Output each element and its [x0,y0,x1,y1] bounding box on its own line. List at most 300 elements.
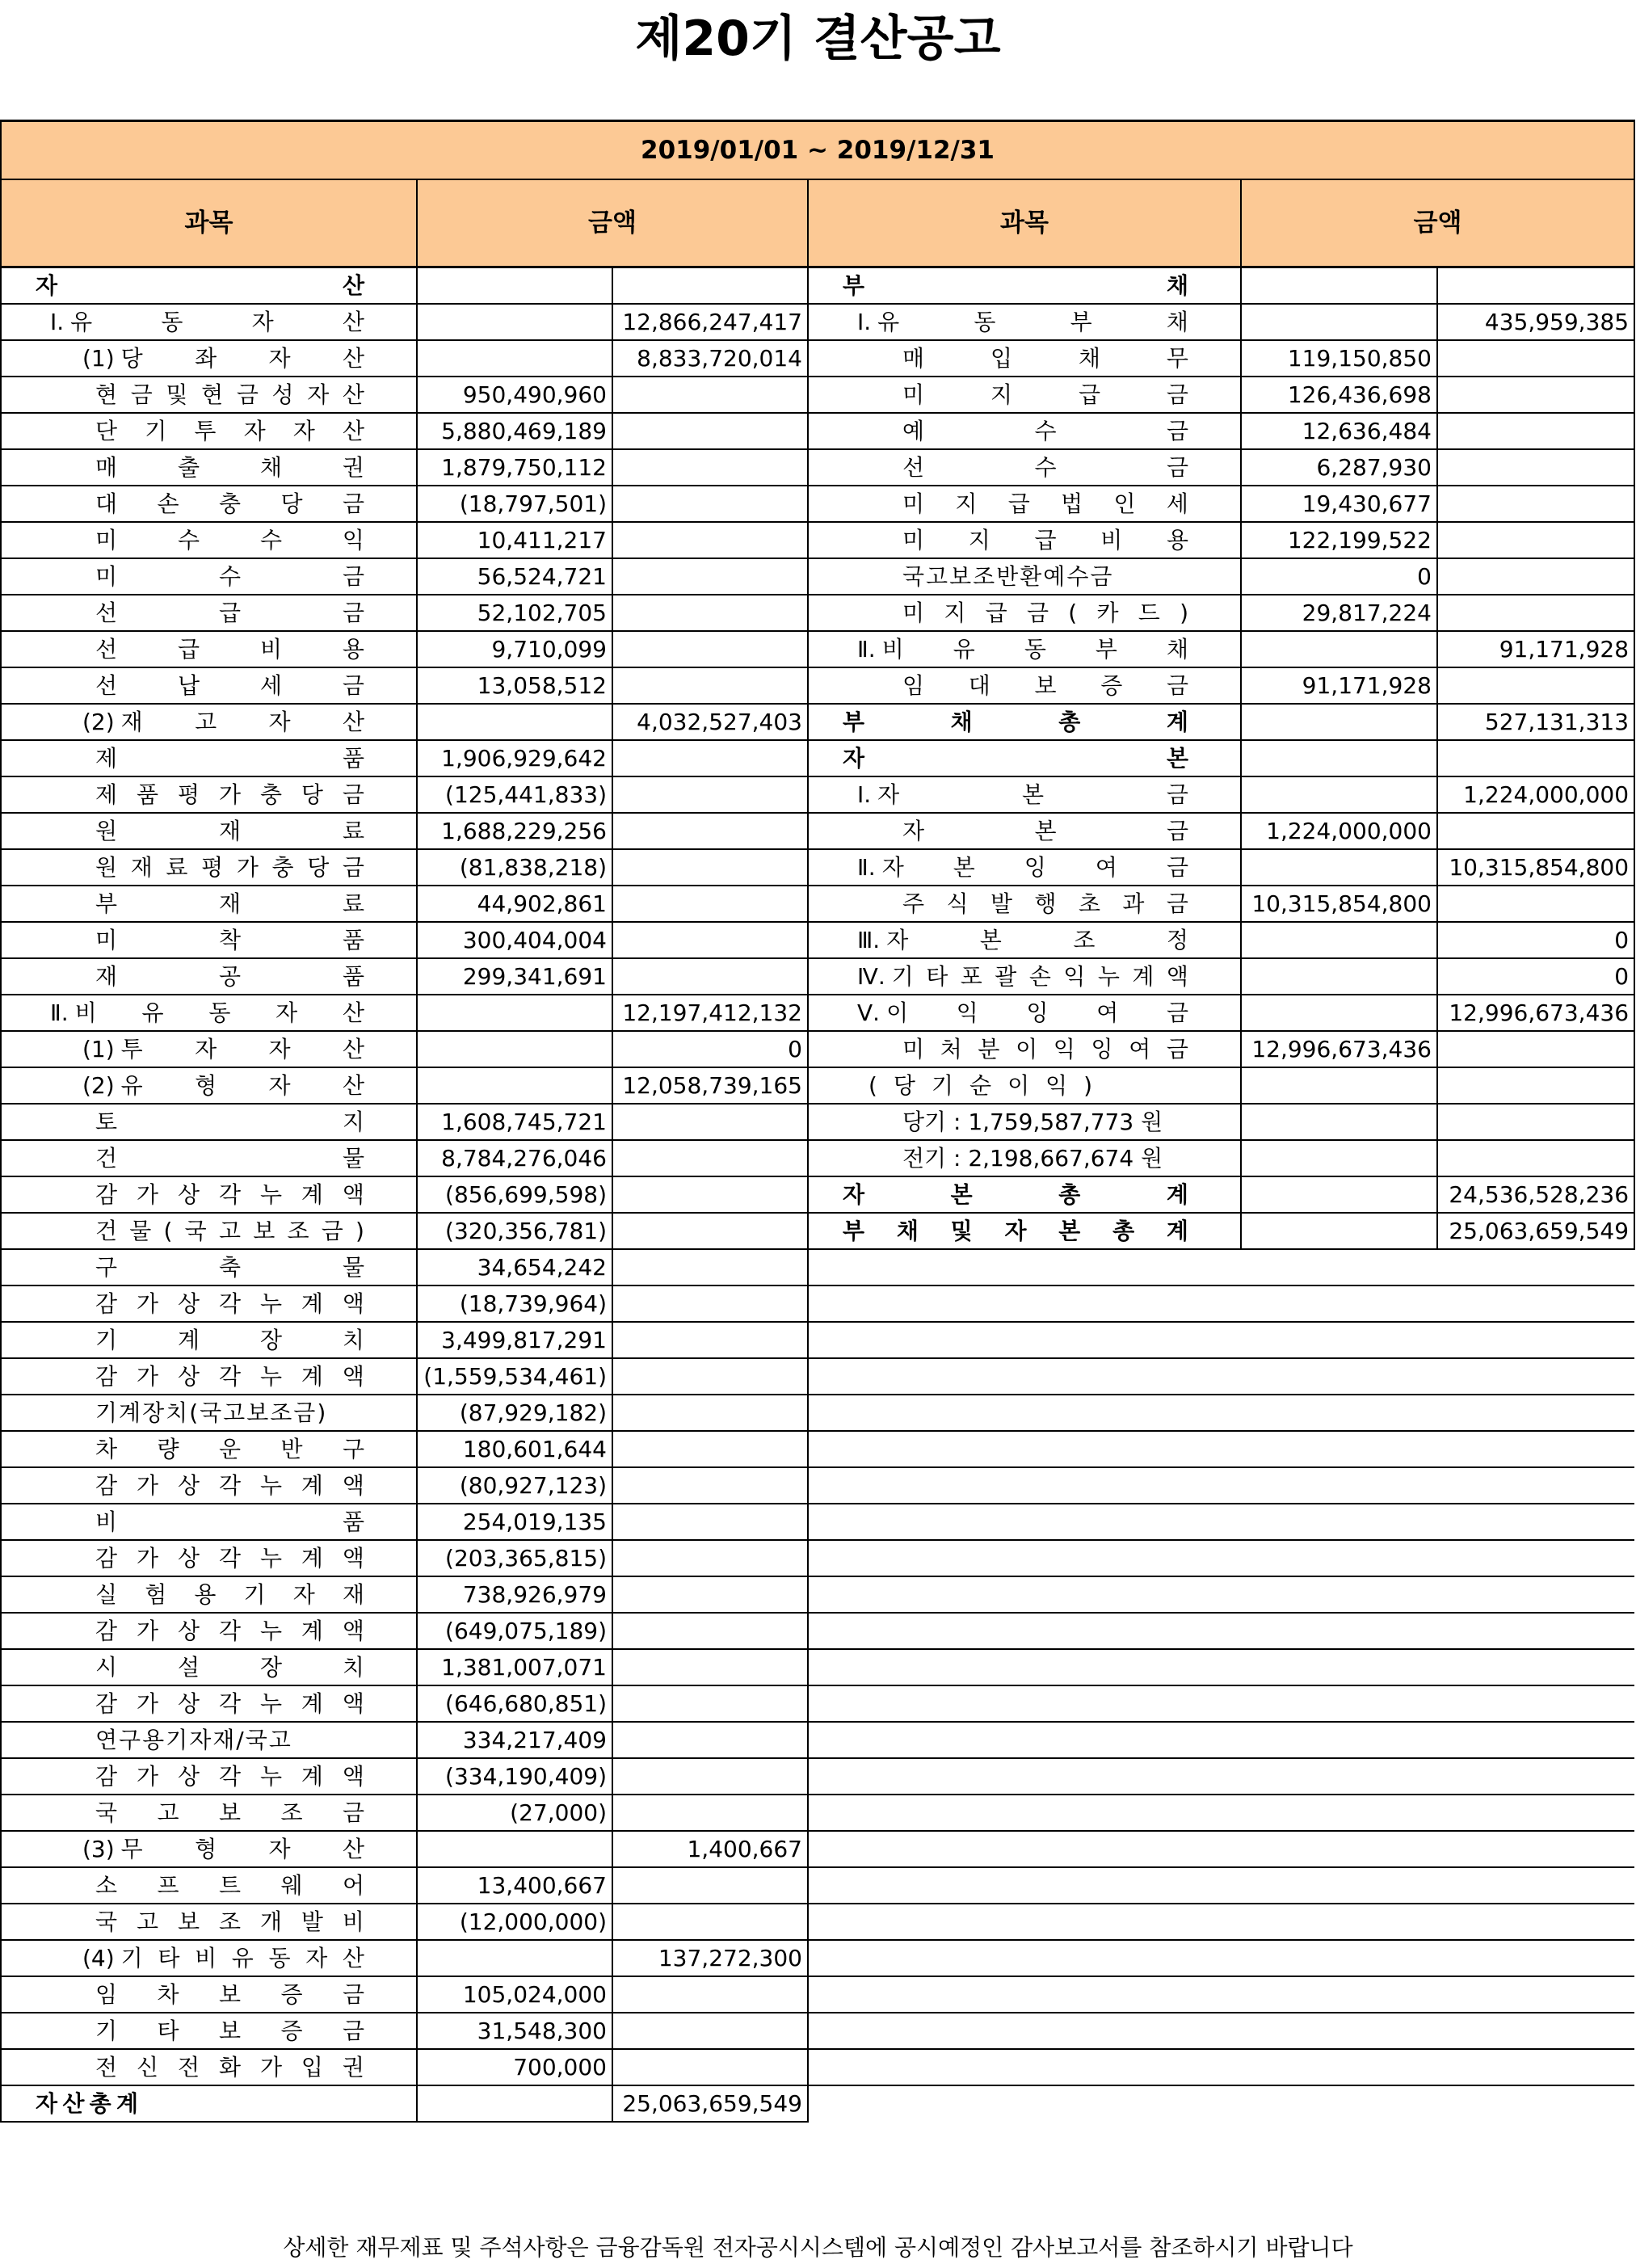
label-char: 금 [1166,854,1188,881]
label-char: 구 [95,1254,118,1281]
table-row [1,1322,1634,1358]
subject-label [5,1286,413,1321]
label-char: 계 [116,2090,138,2117]
subject-label [5,1177,413,1212]
left-amount-detail [417,340,612,377]
left-amount-detail: 738,926,979 [417,1576,612,1613]
label-char: 권 [342,2054,364,2081]
label-char: 괄 [995,963,1017,990]
subject-label [812,268,1237,303]
label-char: 여 [1095,854,1117,881]
label-char: 량 [157,1436,179,1462]
label-char: 급 [1078,381,1100,408]
label-char: 타 [926,963,948,990]
label-char: 타 [158,1945,180,1971]
label-char: 금 [1166,381,1188,408]
label-char: 선 [95,672,118,699]
label-char: 가 [136,1690,159,1717]
label-char: 익 [1053,1036,1075,1062]
subject-label [5,1541,413,1576]
subject-label [812,1105,1237,1139]
left-amount-detail: 180,601,644 [417,1431,612,1467]
label-char: 발 [990,890,1013,917]
label-text [121,1832,364,1866]
subject-label [812,1177,1237,1212]
table-row [1,1613,1634,1649]
label-char: 유 [141,999,164,1026]
label-char: 계 [301,1763,323,1790]
right-amount-detail: 119,150,850 [1241,340,1437,377]
label-char: 금 [342,600,364,626]
subject-label [812,741,1237,776]
subject-label [5,1395,413,1430]
table-row [1,1685,1634,1722]
right-subject-cell [808,1140,1241,1176]
label-char: 총 [1112,1218,1135,1244]
label-char: 공 [218,963,242,990]
subject-label [5,486,413,521]
label-char: 총 [1058,1181,1081,1208]
label-char: 부 [1070,309,1092,335]
label-char: 보 [218,2018,242,2044]
label-char: 포 [960,963,982,990]
left-amount-detail: 1,906,929,642 [417,740,612,776]
label-text [95,486,364,521]
right-amount-subtotal: 24,536,528,236 [1437,1176,1634,1213]
empty-area [808,2049,1634,2085]
label-char: 유 [877,309,900,335]
left-amount-detail: 950,490,960 [417,377,612,413]
label-prefix: Ⅰ. [857,309,872,335]
label-text: 기계장치(국고보조금) [95,1399,328,1426]
label-text [877,305,1188,339]
label-char: 원 [95,818,118,844]
label-char: 감 [95,1545,118,1572]
left-amount-detail: (856,699,598) [417,1176,612,1213]
label-char: 지 [990,381,1013,408]
table-row [1,958,1634,995]
subject-label [5,1977,413,2012]
label-char: 보 [177,1908,200,1935]
label-text [902,1032,1188,1067]
label-char: 국 [184,1218,207,1244]
label-char: 액 [342,1690,364,1717]
label-prefix: Ⅱ. [50,999,69,1026]
label-char: ) [355,1218,364,1244]
subject-label [5,1941,413,1976]
label-char: 산 [342,1945,364,1971]
left-amount-subtotal: 8,833,720,014 [612,340,808,377]
label-text [95,595,364,630]
right-amount-subtotal [1437,886,1634,922]
left-amount-subtotal: 12,866,247,417 [612,304,808,340]
label-char: 미 [95,527,118,553]
left-subject-cell [1,1976,417,2013]
subject-label [5,1868,413,1903]
label-char: 건 [95,1218,118,1244]
left-amount-detail: 334,217,409 [417,1722,612,1758]
left-subject-cell [1,377,417,413]
right-subject-cell [808,886,1241,922]
right-amount-subtotal: 10,315,854,800 [1437,849,1634,886]
left-amount-detail: 31,548,300 [417,2013,612,2049]
label-char: 소 [95,1872,118,1899]
label-char: 선 [902,454,925,481]
right-amount-subtotal: 1,224,000,000 [1437,776,1634,813]
subject-label [5,1795,413,1830]
label-text [95,450,364,485]
label-text [892,959,1188,994]
table-row [1,1031,1634,1067]
empty-area [808,1431,1634,1467]
label-char: 본 [1058,1218,1081,1244]
left-amount-detail: (81,838,218) [417,849,612,886]
label-text [843,1214,1188,1248]
left-subject-cell [1,740,417,776]
label-prefix: Ⅲ. [857,927,881,953]
subject-label [812,1032,1237,1067]
right-subject-cell [808,631,1241,667]
label-char: ) [1180,600,1188,626]
label-char: 잉 [1091,1036,1113,1062]
right-amount-subtotal: 0 [1437,958,1634,995]
label-char: 미 [902,490,925,517]
label-char: 상 [177,1545,200,1572]
label-char: 익 [342,527,364,553]
left-amount-subtotal [612,1358,808,1395]
left-amount-subtotal [612,1176,808,1213]
table-row [1,558,1634,595]
label-char: 부 [1095,636,1117,663]
right-subject-cell [808,304,1241,340]
label-char: 채 [1166,272,1188,299]
label-char: 기 [243,1581,266,1608]
label-char: 원 [95,854,118,881]
subject-label [5,1068,413,1103]
label-text [75,995,364,1030]
label-char: 상 [177,1290,200,1317]
left-subject-cell [1,1067,417,1104]
left-amount-detail: 5,880,469,189 [417,413,612,449]
label-char: 누 [259,1690,282,1717]
label-text [886,995,1188,1030]
label-char: 자 [1004,1218,1027,1244]
right-amount-detail: 12,636,484 [1241,413,1437,449]
subject-label [5,814,413,848]
label-char: 잉 [1026,999,1049,1026]
label-text [36,2086,138,2121]
label-char: ( [1068,600,1078,626]
left-amount-detail: 34,654,242 [417,1249,612,1285]
label-char: 처 [940,1036,962,1062]
label-char: 계 [301,1290,323,1317]
label-char: 료 [342,890,364,917]
right-subject-cell [808,1213,1241,1249]
label-text [95,377,364,412]
label-char: 초 [1078,890,1100,917]
label-char: 비 [195,1945,217,1971]
label-char: 누 [259,1181,282,1208]
label-text [902,595,1188,630]
label-char: 무 [120,1836,143,1862]
left-amount-subtotal [612,813,808,849]
right-subject-cell [808,1067,1241,1104]
label-char: 고 [195,709,217,735]
label-char: 자 [268,345,291,372]
label-char: 누 [1097,963,1120,990]
label-char: 액 [342,1290,364,1317]
label-char: 금 [1166,781,1188,808]
label-char: 자 [268,1836,291,1862]
label-char: 수 [1034,454,1057,481]
label-char: 장 [259,1327,282,1353]
label-char: 형 [195,1836,217,1862]
left-amount-subtotal [612,1576,808,1613]
table-row [1,1285,1634,1322]
right-subject-cell [808,449,1241,486]
table-row [1,1540,1634,1576]
left-subject-cell [1,922,417,958]
label-char: 자 [275,999,298,1026]
label-char: 누 [259,1545,282,1572]
right-subject-cell [808,413,1241,449]
right-amount-detail: 19,430,677 [1241,486,1437,522]
empty-area [808,1795,1634,1831]
label-char: 품 [342,1508,364,1535]
label-char: 자 [843,1181,865,1208]
period-row [1,121,1634,180]
label-char: 주 [902,890,925,917]
left-amount-subtotal [612,740,808,776]
label-char: 가 [218,781,242,808]
label-char: 가 [136,1181,159,1208]
label-text [95,777,364,812]
subject-label [5,414,413,448]
label-prefix: Ⅴ. [857,999,881,1026]
label-prefix: Ⅰ. [50,309,65,335]
label-char: 재 [95,963,118,990]
label-char: 단 [95,418,118,444]
left-subject-cell [1,1176,417,1213]
label-char: 개 [259,1908,282,1935]
label-char: 자 [268,1072,291,1099]
table-row [1,813,1634,849]
balance-sheet-table [0,120,1635,2123]
label-char: 상 [177,1618,200,1644]
right-amount-detail [1241,740,1437,776]
left-subject-cell [1,1904,417,1940]
table-row [1,522,1634,558]
label-char: 식 [946,890,969,917]
label-char: 예 [902,418,925,444]
label-char: 장 [259,1654,282,1681]
label-char: 상 [177,1763,200,1790]
subject-label [5,959,413,994]
label-char: 어 [342,1872,364,1899]
left-subject-cell [1,995,417,1031]
label-char: 고 [218,1218,241,1244]
label-char: 본 [979,927,1002,953]
left-amount-subtotal [612,776,808,813]
right-amount-subtotal: 12,996,673,436 [1437,995,1634,1031]
label-char: 각 [218,1545,242,1572]
label-char: 기 [145,418,167,444]
left-amount-detail [417,995,612,1031]
subject-label [812,886,1237,921]
table-row [1,1140,1634,1176]
table-row [1,1358,1634,1395]
right-amount-detail [1241,267,1437,305]
left-subject-cell [1,958,417,995]
label-text [95,1868,364,1903]
table-row [1,1758,1634,1795]
label-char: 각 [218,1181,242,1208]
subject-label [5,2050,413,2085]
left-subject-cell [1,1940,417,1976]
label-char: 자 [877,781,900,808]
empty-area [808,1867,1634,1904]
left-amount-subtotal [612,958,808,995]
left-amount-detail: (18,739,964) [417,1285,612,1322]
label-char: 재 [130,854,153,881]
table-row [1,1976,1634,2013]
table-row [1,1213,1634,1249]
left-amount-subtotal: 0 [612,1031,808,1067]
empty-area [808,2013,1634,2049]
label-text [882,632,1188,667]
left-amount-subtotal [612,522,808,558]
left-amount-detail: (18,797,501) [417,486,612,522]
left-subject-cell [1,1285,417,1322]
label-char: 산 [342,309,364,335]
table-row [1,1176,1634,1213]
label-char: 본 [953,854,975,881]
label-char: 현 [201,381,224,408]
left-amount-detail: (646,680,851) [417,1685,612,1722]
label-char: 계 [1166,1181,1188,1208]
label-char: 각 [218,1618,242,1644]
label-char: 동 [161,309,183,335]
label-char: 지 [342,1109,364,1135]
label-text [95,1977,364,2012]
left-subject-cell [1,2013,417,2049]
left-amount-detail: 1,381,007,071 [417,1649,612,1685]
right-amount-detail [1241,304,1437,340]
empty-area [808,1940,1634,1976]
left-subject-cell [1,2085,417,2122]
label-char: 금 [342,1799,364,1826]
label-text [95,2050,364,2085]
label-char: 법 [1061,490,1083,517]
label-char: 액 [342,1363,364,1390]
left-amount-detail: (12,000,000) [417,1904,612,1940]
label-char: 가 [259,2054,282,2081]
right-amount-subtotal [1437,377,1634,413]
label-char: 급 [1007,490,1030,517]
header-row [1,179,1634,267]
left-amount-subtotal [612,1104,808,1140]
left-amount-subtotal: 25,063,659,549 [612,2085,808,2122]
label-char: 용 [342,636,364,663]
subject-label [5,1141,413,1176]
label-char: 충 [259,781,282,808]
subject-label [5,1323,413,1357]
left-amount-subtotal [612,1758,808,1795]
label-text [95,741,364,776]
right-subject-cell [808,776,1241,813]
label-char: 증 [280,1981,303,2008]
empty-area [808,1576,1634,1613]
label-text [95,1214,364,1248]
left-amount-subtotal [612,886,808,922]
subject-label [812,959,1237,994]
right-amount-detail [1241,1140,1437,1176]
left-amount-subtotal [612,631,808,667]
label-char: 감 [95,1690,118,1717]
label-char: 각 [218,1690,242,1717]
left-amount-detail: 254,019,135 [417,1504,612,1540]
left-subject-cell [1,340,417,377]
left-amount-subtotal [612,1795,808,1831]
label-char: 용 [194,1581,217,1608]
table-row [1,1431,1634,1467]
left-amount-detail: (1,559,534,461) [417,1358,612,1395]
label-char: 조 [280,1799,303,1826]
right-amount-detail [1241,631,1437,667]
label-char: 전 [177,2054,200,2081]
subject-label [5,450,413,485]
empty-area [808,1249,1634,1285]
label-char: 이 [1016,1036,1038,1062]
label-char: 국 [95,1908,118,1935]
label-char: 액 [342,1618,364,1644]
label-char: 자 [902,818,925,844]
table-row [1,995,1634,1031]
label-char: 보 [218,1981,242,2008]
left-amount-detail [417,1831,612,1867]
left-amount-detail: 1,688,229,256 [417,813,612,849]
label-char: 정 [1166,927,1188,953]
left-subject-cell [1,1613,417,1649]
label-char: 계 [177,1327,200,1353]
label-text [95,523,364,558]
label-char: 감 [95,1181,118,1208]
label-char: 분 [978,1036,1000,1062]
table-row [1,1649,1634,1685]
label-text [902,450,1188,485]
label-prefix: (4) [82,1945,115,1971]
label-char: 비 [1100,527,1123,553]
label-char: 비 [881,636,904,663]
subject-label [5,850,413,885]
label-text [95,668,364,703]
subject-label [812,377,1237,412]
label-char: 금 [1026,600,1049,626]
label-text [843,705,1188,739]
label-text [95,959,364,994]
label-text [886,923,1188,957]
right-amount-detail: 12,996,673,436 [1241,1031,1437,1067]
label-char: 유 [953,636,975,663]
subject-label [5,523,413,558]
label-char: 무 [1166,345,1188,372]
subject-label [5,305,413,339]
table-row [1,449,1634,486]
label-char: 비 [74,999,97,1026]
left-subject-cell [1,849,417,886]
right-amount-detail [1241,995,1437,1031]
left-subject-cell [1,1395,417,1431]
